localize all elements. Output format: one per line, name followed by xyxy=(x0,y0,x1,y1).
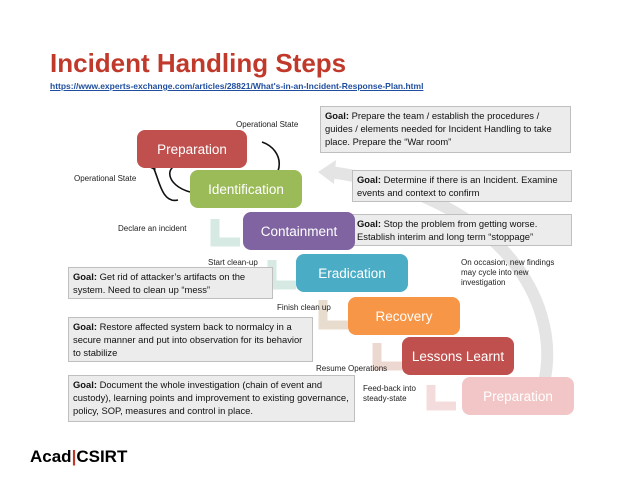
label-finish-cleanup: Finish clean up xyxy=(277,303,331,312)
label-operational-state-left: Operational State xyxy=(74,174,137,183)
source-link[interactable]: https://www.experts-exchange.com/articles/28821/What's-in-an-Incident-Response-Plan.html xyxy=(50,81,424,91)
step-label: Lessons Learnt xyxy=(411,348,505,364)
goal-text: Restore affected system back to normalcy in a secure manner and put into observation for its behavior to stabilize xyxy=(73,321,303,358)
elbow-arrow-5 xyxy=(431,385,456,406)
goal-text: Stop the problem from getting worse. Establish interim and long term “stoppage” xyxy=(357,218,538,242)
goal-text: Determine if there is an Incident. Examine events and context to confirm xyxy=(357,174,558,198)
step-label: Eradication xyxy=(318,265,386,281)
label-on-occasion: On occasion, new findings may cycle into new investigation xyxy=(461,258,555,287)
goal-prefix: Goal: xyxy=(73,321,97,332)
step-label: Preparation xyxy=(157,141,227,157)
elbow-arrow-4 xyxy=(377,343,402,366)
step-recovery xyxy=(348,297,460,335)
goal-prefix: Goal: xyxy=(73,271,97,282)
goal-text: Prepare the team / establish the procedures / guides / elements needed for Incident Handling to take place. Prepare the “War room” xyxy=(325,110,552,147)
goal-eradication xyxy=(68,267,273,299)
step-lessons-learnt xyxy=(402,337,514,375)
label-resume-operations: Resume Operations xyxy=(316,364,388,373)
label-declare-incident: Declare an incident xyxy=(118,224,187,233)
step-label: Containment xyxy=(260,223,338,239)
goal-prefix: Goal: xyxy=(325,110,349,121)
goal-text: Document the whole investigation (chain of event and custody), learning points and improvement to existing governance, policy, SOP, measures and control in place. xyxy=(73,379,349,416)
label-operational-state-top: Operational State xyxy=(236,120,299,129)
label-start-cleanup: Start clean-up xyxy=(208,258,258,267)
step-identification xyxy=(190,170,302,208)
step-eradication xyxy=(296,254,408,292)
return-arc-head xyxy=(318,160,336,184)
goal-prefix: Goal: xyxy=(357,218,381,229)
page-title: Incident Handling Steps xyxy=(50,48,347,78)
step-label: Identification xyxy=(208,181,284,197)
step-label: Recovery xyxy=(375,308,433,324)
logo-separator: | xyxy=(71,447,77,466)
elbow-arrow-2 xyxy=(272,260,296,285)
step-containment xyxy=(243,212,355,250)
goal-lessons-learnt xyxy=(68,375,355,422)
goal-recovery xyxy=(68,317,313,362)
logo-right: CSIRT xyxy=(76,447,128,466)
goal-text: Get rid of attacker’s artifacts on the system. Need to clean up “mess” xyxy=(73,271,246,295)
label-feedback: Feed-back into steady-state xyxy=(363,384,416,403)
step-label: Preparation xyxy=(483,388,553,404)
cycle-arrow-left xyxy=(170,165,190,192)
logo-left: Acad xyxy=(30,447,72,466)
goal-prefix: Goal: xyxy=(357,174,381,185)
goal-prefix: Goal: xyxy=(73,379,97,390)
step-preparation xyxy=(137,130,247,168)
goal-preparation xyxy=(320,106,571,153)
step-preparation-return xyxy=(462,377,574,415)
elbow-arrow-1 xyxy=(215,219,240,242)
goal-identification xyxy=(352,170,572,202)
goal-containment xyxy=(352,214,572,246)
